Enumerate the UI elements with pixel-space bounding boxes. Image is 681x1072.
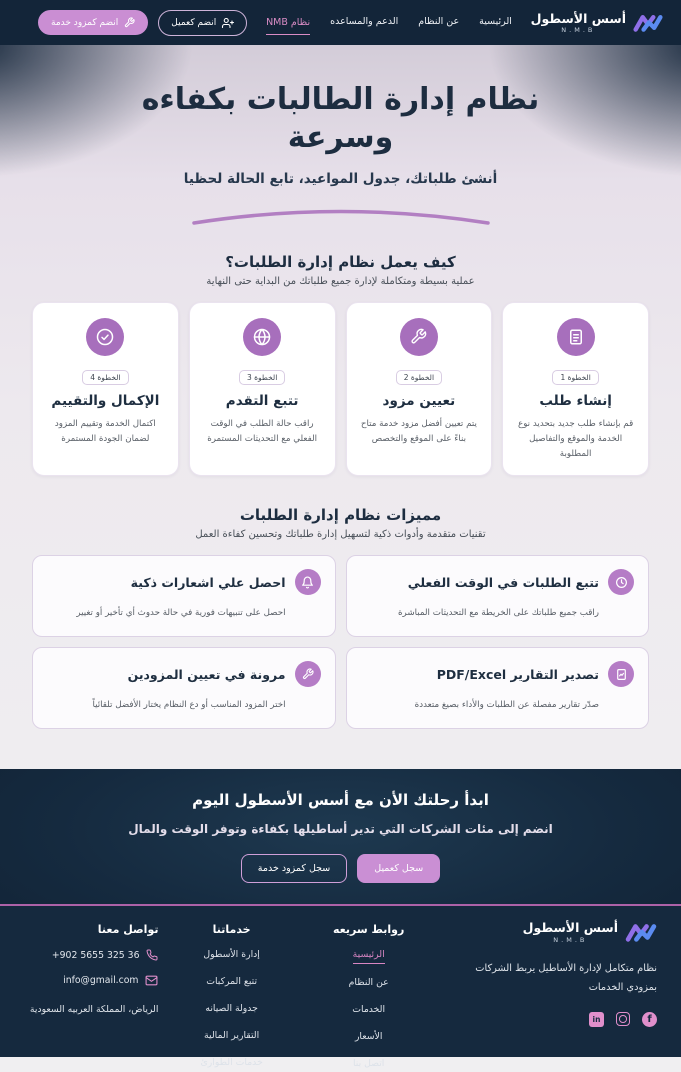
- feature-description: صدّر تقارير مفصلة عن الطلبات والأداء بصيغ متعددة: [414, 700, 599, 711]
- globe-icon: [243, 318, 281, 356]
- feature-title: احصل علي اشعارات ذكية: [130, 574, 286, 590]
- wrench-icon: [295, 661, 321, 687]
- nav-link-nmb-system[interactable]: نظام NMB: [266, 17, 310, 35]
- step-card-complete-rate: [32, 302, 179, 477]
- features-section: [0, 506, 681, 729]
- how-title: كيف يعمل نظام إدارة الطلبات؟: [225, 252, 456, 271]
- nav-link-about-system[interactable]: عن النظام: [418, 16, 460, 27]
- bell-icon: [295, 569, 321, 595]
- clock-icon: [608, 569, 634, 595]
- contact-title: تواصل معنا: [97, 923, 159, 937]
- feature-card-smart-notifications: [32, 555, 336, 637]
- facebook-icon[interactable]: f: [642, 1012, 657, 1027]
- step-title: تتبع التقدم: [225, 392, 299, 409]
- cta-title: ابدأ رحلتك الأن مع أسس الأسطول اليوم: [192, 790, 489, 809]
- social-links: [449, 1012, 657, 1027]
- footer-link-fleet-management[interactable]: إدارة الأسطول: [203, 949, 260, 961]
- brand-abbr: N.M.B: [553, 936, 588, 945]
- quick-links-title: روابط سريعه: [333, 923, 405, 937]
- contact-address: الرياض، المملكة العربيه السعودية: [29, 1004, 159, 1016]
- footer: [0, 904, 681, 1070]
- brand-abbr: N.M.B: [561, 26, 596, 35]
- feature-card-realtime-tracking: [346, 555, 650, 637]
- step-description: قم بإنشاء طلب جديد بتحديد نوع الخدمة والموقع والتفاصيل المطلوبة: [518, 418, 634, 460]
- cta-section: [0, 769, 681, 904]
- mail-icon: [145, 974, 158, 987]
- brand-name: أسس الأسطول: [522, 920, 618, 936]
- cta-subtitle: انضم إلى مئات الشركات التي تدير أساطيلها بكفاءة وتوفر الوقت والمال: [128, 821, 553, 836]
- clipboard-icon: [557, 318, 595, 356]
- how-subtitle: عملية بسيطة ومتكاملة لإدارة جميع طلباتك من البداية حتى النهاية: [206, 275, 475, 287]
- step-card-track-progress: [189, 302, 336, 477]
- services-title: خدماتنا: [212, 923, 251, 937]
- step-card-assign-provider: [346, 302, 493, 477]
- nav-link-home[interactable]: الرئيسية: [479, 16, 512, 27]
- brand-name: أسس الأسطول: [530, 10, 626, 26]
- hero-subtitle: أنشئ طلباتك، جدول المواعيد، تابع الحالة لحظيا: [183, 170, 498, 187]
- step-title: الإكمال والتقييم: [51, 392, 160, 409]
- footer-link-contact[interactable]: اتصل بنا: [352, 1058, 385, 1070]
- footer-link-financial-reports[interactable]: التقارير المالية: [204, 1030, 260, 1042]
- cta-actions: [241, 854, 440, 883]
- steps-row: [0, 302, 681, 477]
- contact-phone[interactable]: [24, 949, 158, 961]
- user-plus-icon: [222, 17, 234, 29]
- feature-card-provider-flexibility: [32, 647, 336, 729]
- footer-services-column: [174, 920, 288, 1072]
- features-grid: [0, 555, 681, 729]
- brand-logo-icon: [625, 920, 657, 944]
- feature-card-export-reports: [346, 647, 650, 729]
- feature-description: احصل على تنبيهات فورية في حالة حدوث أي تأخير أو تغيير: [76, 608, 286, 619]
- join-client-button[interactable]: [158, 10, 247, 36]
- report-icon: [608, 661, 634, 687]
- features-subtitle: تقنيات متقدمة وأدوات ذكية لتسهيل إدارة طلباتك وتحسين كفاءة العمل: [195, 529, 486, 541]
- footer-contact-column: [24, 920, 158, 1072]
- feature-title: تتبع الطلبات في الوقت الفعلي: [407, 574, 599, 590]
- feature-title: تصدير التقارير PDF/Excel: [436, 666, 599, 682]
- decorative-arc: [40, 199, 641, 227]
- footer-link-about-system[interactable]: عن النظام: [348, 977, 389, 989]
- nav-links: [266, 16, 512, 29]
- nav-actions: [38, 10, 247, 36]
- step-card-create-order: [502, 302, 649, 477]
- brand-logo[interactable]: [531, 11, 663, 35]
- footer-quick-links-column: [305, 920, 433, 1072]
- register-provider-button[interactable]: سجل كمزود خدمة: [241, 854, 347, 883]
- join-client-label: انضم كعميل: [171, 17, 217, 28]
- hero-title: نظام إدارة الطالبات بكفاءه وسرعة: [141, 82, 540, 156]
- feature-description: اختر المزود المناسب أو دع النظام يختار الأفضل تلقائياً: [92, 700, 286, 711]
- footer-link-maintenance-scheduling[interactable]: جدولة الصيانه: [205, 1003, 258, 1015]
- check-circle-icon: [86, 318, 124, 356]
- wrench-icon: [400, 318, 438, 356]
- footer-brand-logo[interactable]: [449, 920, 657, 944]
- hero-section: [0, 45, 681, 249]
- page-body: [0, 45, 681, 904]
- step-description: اكتمال الخدمة وتقييم المزود لضمان الجودة المستمرة: [54, 418, 156, 444]
- footer-link-vehicle-tracking[interactable]: تتبع المركبات: [206, 976, 258, 988]
- join-provider-button[interactable]: [38, 10, 148, 35]
- footer-link-emergency-services[interactable]: خدمات الطوارئ: [200, 1057, 263, 1069]
- step-title: إنشاء طلب: [539, 392, 612, 409]
- step-title: تعيين مزود: [382, 392, 456, 409]
- footer-about-text: نظام متكامل لإدارة الأساطيل يربط الشركات بمزودي الخدمات: [475, 963, 657, 993]
- instagram-icon[interactable]: [616, 1012, 630, 1026]
- nav-link-support[interactable]: الدعم والمساعده: [330, 16, 399, 27]
- wrench-icon: [124, 17, 135, 28]
- contact-email[interactable]: [24, 974, 158, 987]
- navbar: [0, 0, 681, 45]
- footer-link-services[interactable]: الخدمات: [352, 1004, 386, 1016]
- contact-email-address: info@gmail.com: [63, 975, 139, 987]
- contact-phone-number: +902 5655 325 36: [51, 949, 140, 961]
- join-provider-label: انضم كمزود خدمة: [51, 17, 119, 28]
- step-description: راقب حالة الطلب في الوقت الفعلي مع التحديثات المستمرة: [207, 418, 318, 444]
- step-badge: الخطوة 4: [82, 370, 128, 385]
- footer-link-home[interactable]: الرئيسية: [305, 949, 433, 964]
- features-title: مميزات نظام إدارة الطلبات: [239, 506, 442, 525]
- feature-description: راقب جميع طلباتك على الخريطة مع التحديثات المباشرة: [398, 608, 599, 619]
- register-client-button[interactable]: سجل كعميل: [357, 854, 440, 883]
- step-badge: الخطوة 2: [396, 370, 442, 385]
- step-badge: الخطوة 3: [239, 370, 285, 385]
- feature-title: مرونة في تعيين المزودين: [127, 666, 286, 682]
- linkedin-icon[interactable]: in: [589, 1012, 604, 1027]
- how-it-works-section: [0, 249, 681, 477]
- step-description: يتم تعيين أفضل مزود خدمة متاح بناءً على الموقع والتخصص: [360, 418, 477, 444]
- footer-link-pricing[interactable]: الأسعار: [354, 1031, 383, 1043]
- brand-logo-icon: [633, 11, 663, 34]
- footer-brand-column: [449, 920, 657, 1072]
- step-badge: الخطوة 1: [552, 370, 598, 385]
- phone-icon: [146, 949, 158, 961]
